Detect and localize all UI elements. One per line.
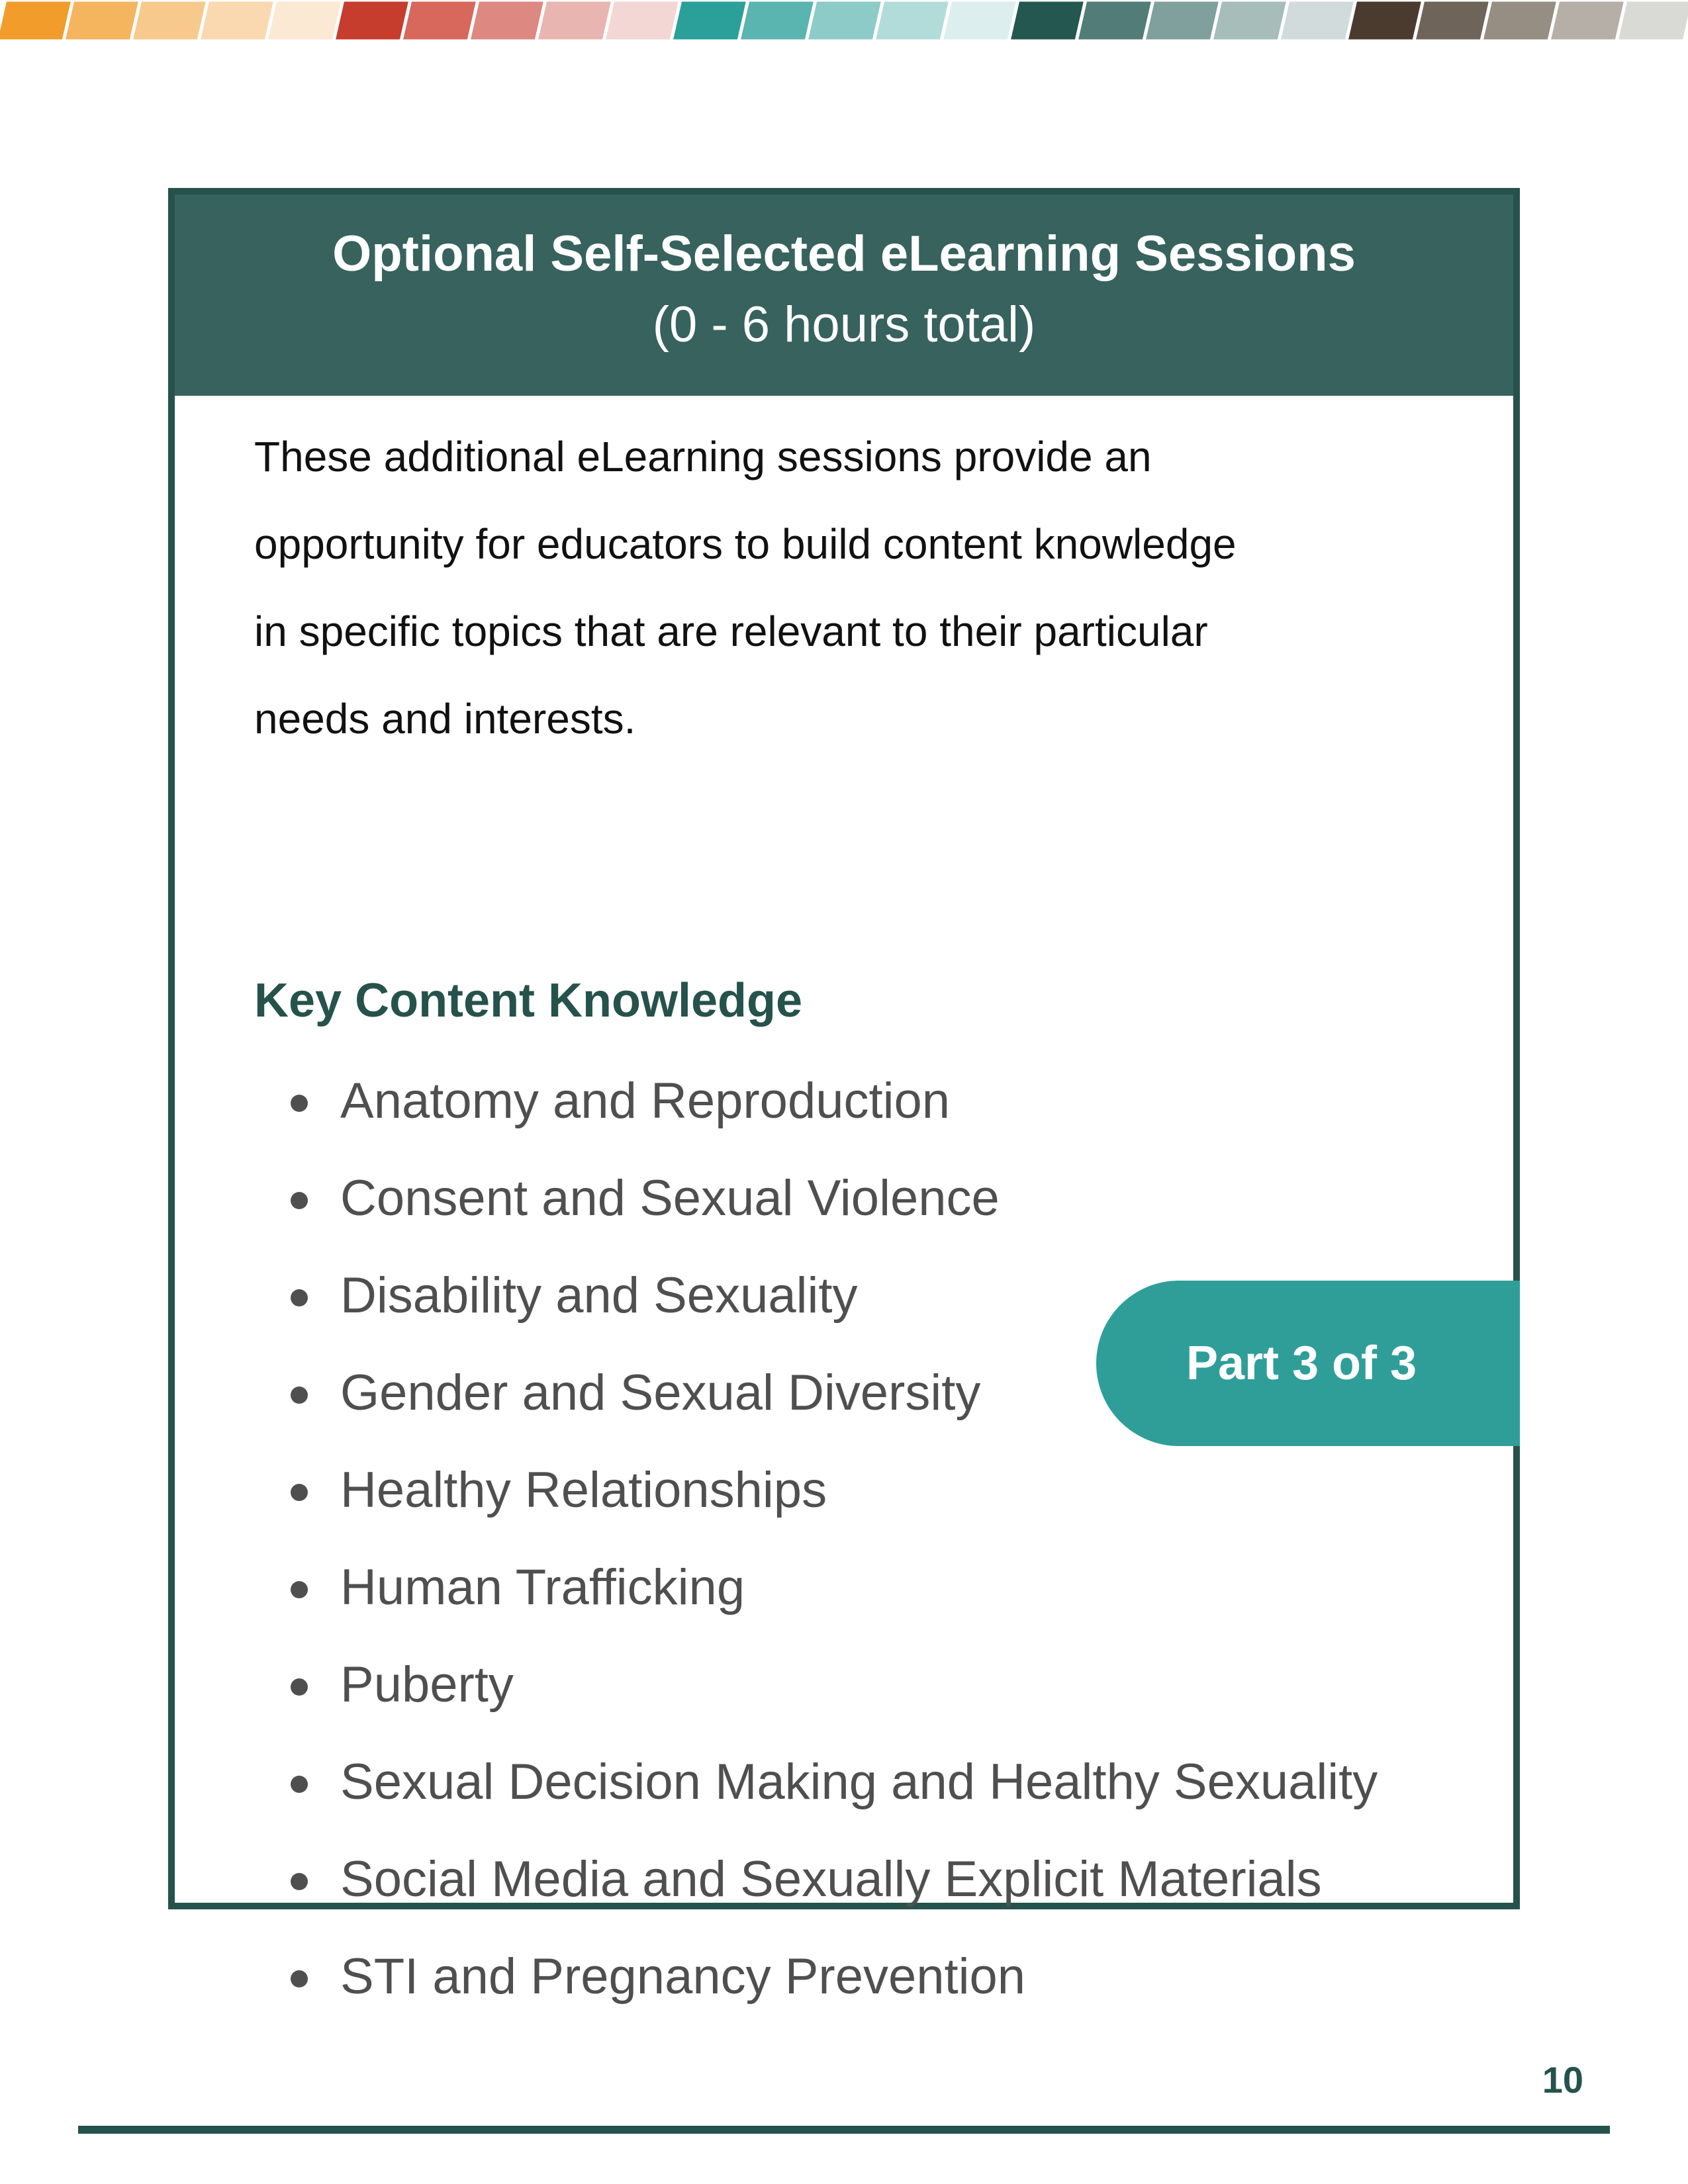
topic-label: Disability and Sexuality (340, 1267, 858, 1324)
band-segment (1279, 0, 1356, 41)
bullet-icon (291, 1484, 308, 1501)
band-segment (334, 0, 410, 41)
page-number: 10 (1542, 2059, 1583, 2101)
topic-label: Anatomy and Reproduction (340, 1073, 951, 1129)
band-segment (1481, 0, 1558, 41)
band-segment (1549, 0, 1626, 41)
band-segment (671, 0, 748, 41)
band-segment (1414, 0, 1491, 41)
topic-label: Consent and Sexual Violence (340, 1170, 1000, 1226)
bullet-icon (291, 1289, 308, 1306)
sessions-card (168, 188, 1520, 2005)
section-heading: Key Content Knowledge (254, 974, 803, 1027)
footer-divider (78, 2126, 1610, 2134)
band-segment (874, 0, 951, 41)
bullet-icon (291, 1678, 308, 1696)
topic-label: Social Media and Sexually Explicit Materials (340, 1851, 1322, 1907)
band-segment (941, 0, 1018, 41)
band-segment (1346, 0, 1423, 41)
band-segment (199, 0, 275, 41)
card-subtitle: (0 - 6 hours total) (652, 296, 1036, 353)
intro-line: opportunity for educators to build content knowledge (254, 520, 1237, 568)
band-segment (266, 0, 343, 41)
band-segment (64, 0, 140, 41)
topic-label: STI and Pregnancy Prevention (340, 1948, 1026, 2005)
part-indicator-tab: Part 3 of 3 (1096, 1281, 1520, 1446)
topic-label: Puberty (340, 1657, 514, 1713)
band-segment (131, 0, 208, 41)
topic-label: Healthy Relationships (340, 1462, 827, 1518)
band-segment (1144, 0, 1221, 41)
intro-line: in specific topics that are relevant to their particular (254, 608, 1208, 655)
topic-label: Gender and Sexual Diversity (340, 1365, 981, 1421)
bullet-icon (291, 1192, 308, 1209)
bullet-icon (291, 1581, 308, 1598)
band-segment (1617, 0, 1688, 41)
band-segment (739, 0, 816, 41)
band-segment (469, 0, 545, 41)
band-segment (1076, 0, 1153, 41)
decorative-color-band (0, 0, 1688, 41)
topic-label: Human Trafficking (340, 1559, 745, 1615)
band-segment (536, 0, 613, 41)
band-segment (1009, 0, 1086, 41)
bullet-icon (291, 1970, 308, 1987)
intro-line: needs and interests. (254, 695, 636, 743)
band-segment (0, 0, 73, 41)
bullet-icon (291, 1776, 308, 1793)
bullet-icon (291, 1095, 308, 1112)
topic-label: Sexual Decision Making and Healthy Sexuality (340, 1754, 1378, 1810)
intro-line: These additional eLearning sessions provide an (254, 433, 1152, 480)
bullet-icon (291, 1387, 308, 1404)
bullet-icon (291, 1873, 308, 1890)
band-segment (806, 0, 883, 41)
band-segment (1211, 0, 1288, 41)
card-title: Optional Self-Selected eLearning Sessions (332, 226, 1356, 282)
intro-paragraph (254, 413, 1432, 762)
band-segment (604, 0, 680, 41)
band-segment (401, 0, 478, 41)
card-header (175, 195, 1513, 396)
